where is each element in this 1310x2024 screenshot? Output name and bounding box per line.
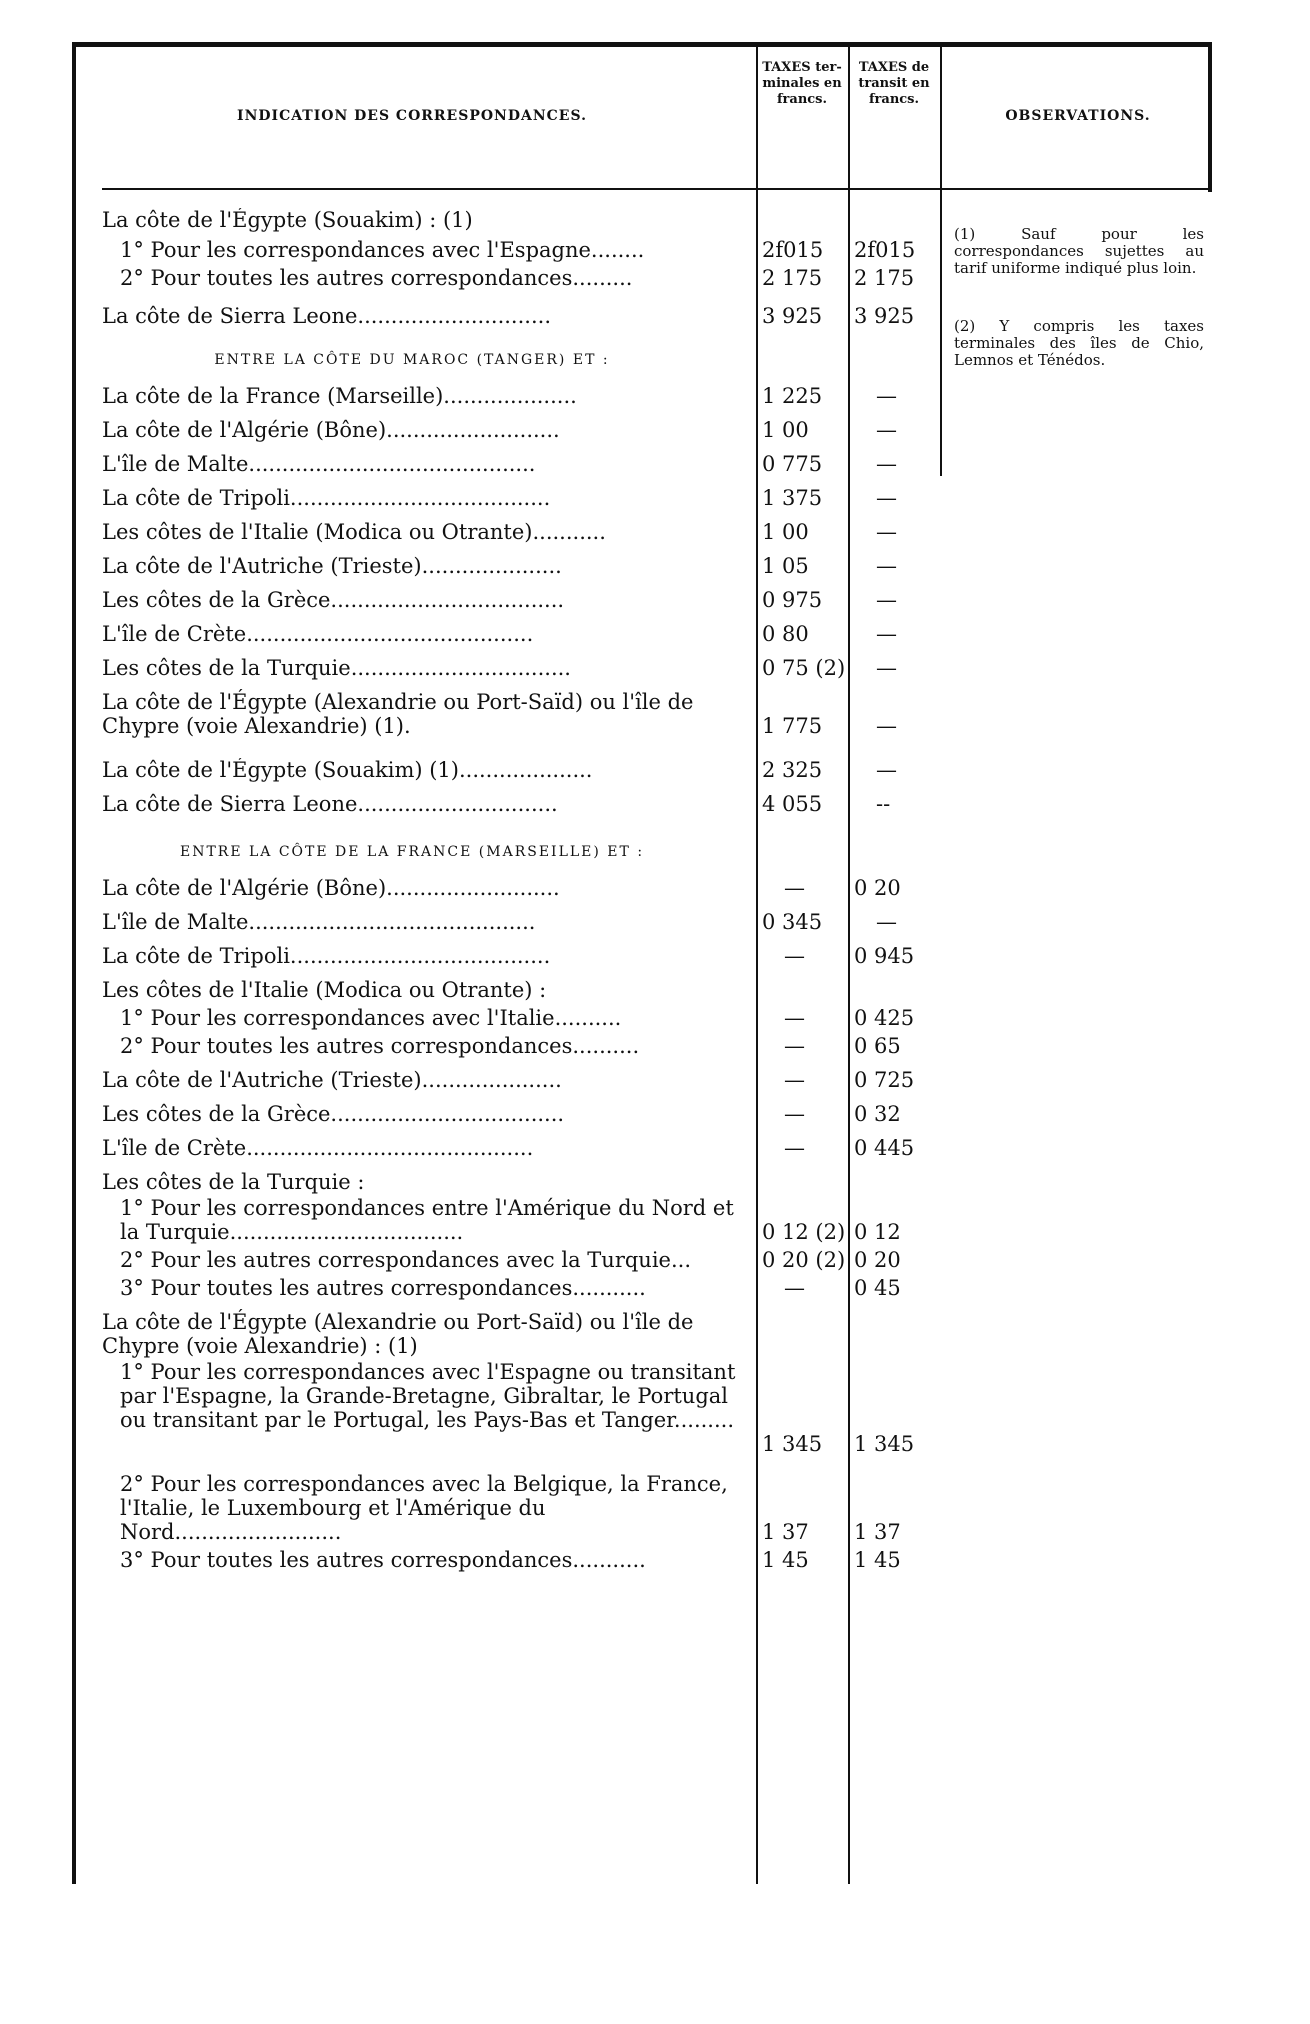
row-label: La côte de l'Autriche (Trieste).....................	[102, 554, 562, 578]
row-label: 1° Pour les correspondances avec l'Espagne ou transitant par l'Espagne, la Grande-Bretagne, Gibraltar, le Portugal ou transitant par le Portugal, les Pays-Bas et Tanger.........	[120, 1360, 736, 1432]
row-label: La côte de Sierra Leone..............................	[102, 792, 558, 816]
row-label: Les côtes de la Grèce...................................	[102, 588, 565, 612]
taxe-transit-cell: —	[876, 714, 897, 738]
taxe-transit-cell: 0 725	[854, 1068, 915, 1092]
row-label: La côte de Sierra Leone.............................	[102, 304, 551, 328]
taxe-terminale-cell: 1 45	[762, 1548, 809, 1572]
row-label: 3° Pour toutes les autres correspondances...........	[120, 1548, 646, 1572]
header-taxes-terminales: TAXES ter- minales en francs.	[762, 60, 842, 107]
row-label: 1° Pour les correspondances avec l'Espagne........	[120, 238, 645, 262]
observation-note-2: (2) Y compris les taxes terminales des îles de Chio, Lemnos et Ténédos.	[954, 317, 1204, 369]
row-label: La côte de Tripoli.......................................	[102, 486, 551, 510]
row-label: La côte de l'Égypte (Alexandrie ou Port-Saïd) ou l'île de Chypre (voie Alexandrie) : (1)	[102, 1310, 694, 1358]
row-label: Les côtes de la Turquie :	[102, 1170, 365, 1194]
table-frame	[72, 42, 1212, 1884]
taxe-transit-cell: —	[876, 520, 897, 544]
taxe-transit-cell: —	[876, 418, 897, 442]
row-label: L'île de Malte...........................................	[102, 452, 536, 476]
row-label: La côte de l'Égypte (Souakim) : (1)	[102, 208, 473, 232]
taxe-terminale-cell: —	[784, 876, 805, 900]
row-label: La côte de l'Autriche (Trieste).....................	[102, 1068, 562, 1092]
column-rule-3	[940, 46, 942, 476]
row-label: La côte de l'Égypte (Souakim) (1)....................	[102, 758, 593, 782]
row-label: 3° Pour toutes les autres correspondances...........	[120, 1276, 646, 1300]
row-label: La côte de l'Algérie (Bône)..........................	[102, 418, 560, 442]
taxe-transit-cell: 0 20	[854, 876, 901, 900]
taxe-terminale-cell: 1 775	[762, 714, 823, 738]
taxe-terminale-cell: 4 055	[762, 792, 823, 816]
row-label: La côte de Tripoli.......................................	[102, 944, 551, 968]
row-label: Les côtes de l'Italie (Modica ou Otrante) :	[102, 978, 547, 1002]
row-label: 2° Pour les autres correspondances avec la Turquie...	[120, 1248, 691, 1272]
row-label: La côte de l'Égypte (Alexandrie ou Port-Saïd) ou l'île de Chypre (voie Alexandrie) (1).	[102, 690, 694, 738]
taxe-terminale-cell: 0 345	[762, 910, 823, 934]
taxe-terminale-cell: 1 37	[762, 1520, 809, 1544]
taxe-terminale-cell: —	[784, 1034, 805, 1058]
row-label: La côte de l'Algérie (Bône)..........................	[102, 876, 560, 900]
taxe-transit-cell: —	[876, 758, 897, 782]
taxe-terminale-cell: 2 325	[762, 758, 823, 782]
taxe-terminale-cell: —	[784, 1068, 805, 1092]
taxe-transit-cell: —	[876, 384, 897, 408]
taxe-terminale-cell: —	[784, 1136, 805, 1160]
taxe-terminale-cell: 1 345	[762, 1432, 823, 1456]
taxe-transit-cell: 0 45	[854, 1276, 901, 1300]
row-label: Les côtes de l'Italie (Modica ou Otrante)...........	[102, 520, 606, 544]
row-label: 1° Pour les correspondances entre l'Amérique du Nord et la Turquie...................................	[120, 1196, 734, 1244]
taxe-terminale-cell: 1 375	[762, 486, 823, 510]
section-heading: ENTRE LA CÔTE DU MAROC (TANGER) ET :	[214, 352, 610, 368]
section-heading: ENTRE LA CÔTE DE LA FRANCE (MARSEILLE) ET :	[179, 844, 645, 860]
row-label: L'île de Malte...........................................	[102, 910, 536, 934]
taxe-transit-cell: —	[876, 588, 897, 612]
row-label: 2° Pour les correspondances avec la Belgique, la France, l'Italie, le Luxembourg et l'Amérique du Nord.........................	[120, 1472, 728, 1544]
taxe-transit-cell: 0 20	[854, 1248, 901, 1272]
taxe-terminale-cell: 1 00	[762, 418, 809, 442]
taxe-transit-cell: —	[876, 554, 897, 578]
taxe-transit-cell: 0 65	[854, 1034, 901, 1058]
column-rule-1	[756, 46, 758, 1884]
taxe-terminale-cell: 3 925	[762, 304, 823, 328]
taxe-transit-cell: 2f015	[854, 238, 916, 262]
taxe-transit-cell: —	[876, 486, 897, 510]
taxe-transit-cell: 0 445	[854, 1136, 915, 1160]
taxe-terminale-cell: 0 775	[762, 452, 823, 476]
taxe-transit-cell: 0 945	[854, 944, 915, 968]
taxe-transit-cell: --	[876, 792, 891, 816]
top-rule	[72, 42, 1212, 47]
row-label: Les côtes de la Turquie.................................	[102, 656, 571, 680]
taxe-terminale-cell: 0 12 (2)	[762, 1220, 846, 1244]
taxe-terminale-cell: 0 75 (2)	[762, 656, 846, 680]
taxe-transit-cell: 2 175	[854, 266, 915, 290]
taxe-terminale-cell: 0 80	[762, 622, 809, 646]
row-label: Les côtes de la Grèce...................................	[102, 1102, 565, 1126]
taxe-terminale-cell: —	[784, 1102, 805, 1126]
taxe-transit-cell: 0 425	[854, 1006, 915, 1030]
taxe-terminale-cell: 1 05	[762, 554, 809, 578]
taxe-terminale-cell: —	[784, 1006, 805, 1030]
row-label: 2° Pour toutes les autres correspondances.........	[120, 266, 633, 290]
taxe-transit-cell: —	[876, 656, 897, 680]
row-label: 2° Pour toutes les autres correspondances..........	[120, 1034, 640, 1058]
taxe-terminale-cell: —	[784, 944, 805, 968]
row-label: La côte de la France (Marseille)....................	[102, 384, 577, 408]
row-label: 1° Pour les correspondances avec l'Italie..........	[120, 1006, 622, 1030]
taxe-transit-cell: —	[876, 622, 897, 646]
left-rule	[72, 42, 76, 1884]
taxe-terminale-cell: 2 175	[762, 266, 823, 290]
header-taxes-transit: TAXES de transit en francs.	[858, 60, 930, 107]
taxe-terminale-cell: 0 20 (2)	[762, 1248, 846, 1272]
taxe-transit-cell: —	[876, 452, 897, 476]
observation-note-1: (1) Sauf pour les correspondances sujettes au tarif uniforme indiqué plus loin.	[954, 225, 1204, 277]
taxe-terminale-cell: 0 975	[762, 588, 823, 612]
taxe-terminale-cell: 2f015	[762, 238, 824, 262]
header-rule	[102, 188, 1212, 190]
taxe-transit-cell: 3 925	[854, 304, 915, 328]
taxe-transit-cell: 1 45	[854, 1548, 901, 1572]
taxe-transit-cell: 1 37	[854, 1520, 901, 1544]
row-label: L'île de Crète...........................................	[102, 1136, 534, 1160]
row-label: L'île de Crète...........................................	[102, 622, 534, 646]
header-observations: OBSERVATIONS.	[1005, 108, 1151, 124]
taxe-transit-cell: 1 345	[854, 1432, 915, 1456]
taxe-transit-cell: —	[876, 910, 897, 934]
taxe-transit-cell: 0 12	[854, 1220, 901, 1244]
taxe-transit-cell: 0 32	[854, 1102, 901, 1126]
header-indication: INDICATION DES CORRESPONDANCES.	[237, 108, 587, 124]
taxe-terminale-cell: 1 00	[762, 520, 809, 544]
taxe-terminale-cell: —	[784, 1276, 805, 1300]
taxe-terminale-cell: 1 225	[762, 384, 823, 408]
